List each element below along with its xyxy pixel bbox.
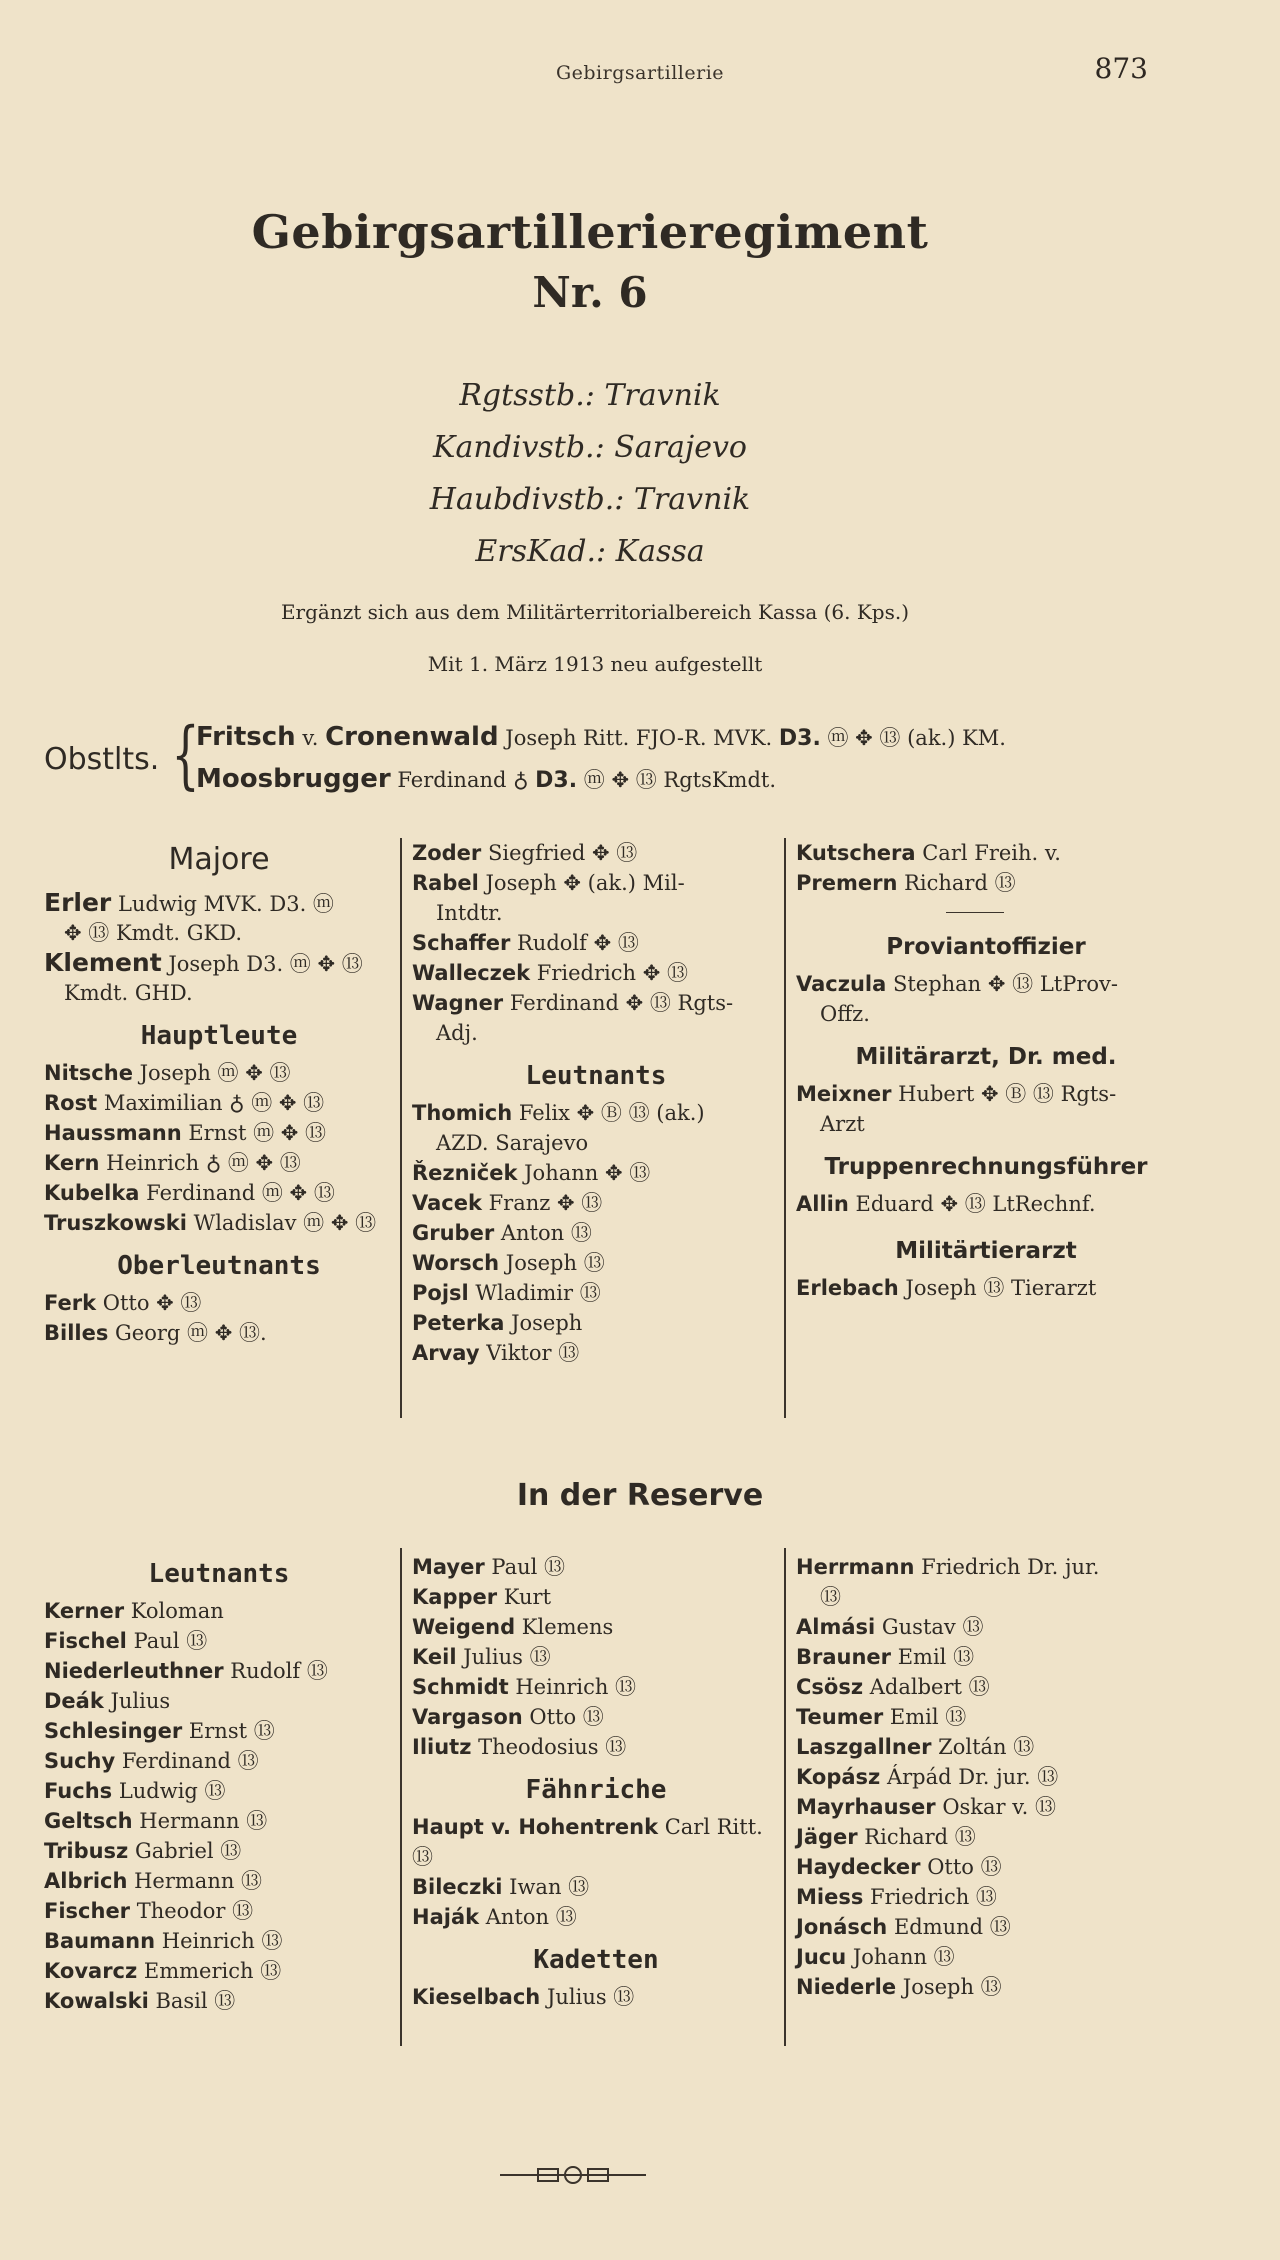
list-item: Kmdt. GHD. — [64, 981, 193, 1005]
list-item: Truszkowski Wladislav ⓜ ✥ ⑬ — [44, 1211, 377, 1235]
list-item: Miess Friedrich ⑬ — [796, 1885, 997, 1909]
entry-surname: Cronenwald — [325, 722, 499, 752]
list-item: Mayer Paul ⑬ — [412, 1555, 566, 1579]
entry-text: ⓜ ✥ ⑬ RgtsKmdt. — [577, 768, 777, 792]
reserve-column-2 — [412, 1552, 780, 2012]
page-subtitle: Nr. 6 — [532, 268, 648, 317]
heading-leutnants: Leutnants — [148, 1559, 290, 1589]
list-item: Arzt — [820, 1112, 865, 1136]
list-item: Brauner Emil ⑬ — [796, 1645, 975, 1669]
heading-majore: Majore — [168, 842, 270, 877]
heading-leutnants: Leutnants — [525, 1061, 667, 1091]
list-item: Peterka Joseph — [412, 1311, 583, 1335]
list-item: Rost Maximilian ♁ ⓜ ✥ ⑬ — [44, 1091, 325, 1115]
list-item: Fuchs Ludwig ⑬ — [44, 1779, 226, 1803]
list-item: ✥ ⑬ Kmdt. GKD. — [64, 921, 243, 945]
list-item: Vaczula Stephan ✥ ⑬ LtProv- — [796, 972, 1118, 996]
list-item: Almási Gustav ⑬ — [796, 1615, 984, 1639]
obstlts-row — [196, 722, 1006, 752]
list-item: Suchy Ferdinand ⑬ — [44, 1749, 259, 1773]
heading-hauptleute: Hauptleute — [140, 1021, 298, 1051]
entry-text: ⓜ ✥ ⑬ (ak.) KM. — [820, 726, 1006, 750]
list-item: Pojsl Wladimir ⑬ — [412, 1281, 601, 1305]
list-item: Kieselbach Julius ⑬ — [412, 1985, 635, 2009]
list-item: Geltsch Hermann ⑬ — [44, 1809, 268, 1833]
obstlts-label: Obstlts. — [44, 742, 160, 777]
entry-text: v. — [295, 726, 326, 750]
list-item: Haják Anton ⑬ — [412, 1905, 577, 1929]
list-item: ⑬ — [412, 1845, 433, 1869]
list-item: ⑬ — [820, 1585, 841, 1609]
list-item: Schlesinger Ernst ⑬ — [44, 1719, 275, 1743]
list-item: Rabel Joseph ✥ (ak.) Mil- — [412, 871, 685, 895]
list-item: Kutschera Carl Freih. v. — [796, 841, 1061, 865]
running-head: Gebirgsartillerie — [555, 62, 725, 84]
list-item: Schmidt Heinrich ⑬ — [412, 1675, 637, 1699]
list-item: Kovarcz Emmerich ⑬ — [44, 1959, 282, 1983]
list-item: Jonásch Edmund ⑬ — [796, 1915, 1011, 1939]
list-item: Walleczek Friedrich ✥ ⑬ — [412, 961, 688, 985]
list-item: Billes Georg ⓜ ✥ ⑬. — [44, 1321, 267, 1345]
list-item: Keil Julius ⑬ — [412, 1645, 551, 1669]
reserve-column-1 — [44, 1552, 394, 2016]
supplement-note: Ergänzt sich aus dem Militärterritorialbereich Kassa (6. Kps.) — [280, 600, 910, 624]
entry-decoration: D3. — [778, 726, 821, 751]
list-item: Arvay Viktor ⑬ — [412, 1341, 580, 1365]
list-item: Haupt v. Hohentrenk Carl Ritt. — [412, 1815, 763, 1839]
list-item: Allin Eduard ✥ ⑬ LtRechnf. — [796, 1192, 1096, 1216]
list-item: AZD. Sarajevo — [436, 1131, 589, 1155]
list-item: Niederleuthner Rudolf ⑬ — [44, 1659, 328, 1683]
list-item: Erler Ludwig MVK. D3. ⓜ — [44, 888, 334, 917]
list-item: Weigend Klemens — [412, 1615, 614, 1639]
list-item: Jucu Johann ⑬ — [796, 1945, 955, 1969]
obstlts-row — [196, 764, 776, 794]
list-item: Fischel Paul ⑬ — [44, 1629, 208, 1653]
list-item: Kowalski Basil ⑬ — [44, 1989, 236, 2013]
heading-tierarzt: Militärtierarzt — [895, 1238, 1077, 1264]
list-item: Deák Julius — [44, 1689, 171, 1713]
entry-decoration: D3. — [535, 768, 578, 793]
list-item: Kubelka Ferdinand ⓜ ✥ ⑬ — [44, 1181, 335, 1205]
list-item: Schaffer Rudolf ✥ ⑬ — [412, 931, 639, 955]
brace-icon: { — [171, 712, 200, 798]
list-item: Zoder Siegfried ✥ ⑬ — [412, 841, 638, 865]
list-item: Řezniček Johann ✥ ⑬ — [412, 1161, 651, 1185]
formation-note: Mit 1. März 1913 neu aufgestellt — [427, 652, 763, 676]
list-item: Intdtr. — [436, 901, 503, 925]
list-item: Mayrhauser Oskar v. ⑬ — [796, 1795, 1056, 1819]
list-item: Jäger Richard ⑬ — [796, 1825, 976, 1849]
list-item: Kopász Árpád Dr. jur. ⑬ — [796, 1765, 1059, 1789]
reserve-heading: In der Reserve — [516, 1478, 764, 1513]
list-item: Offz. — [820, 1002, 870, 1026]
list-item: Nitsche Joseph ⓜ ✥ ⑬ — [44, 1061, 291, 1085]
ornament-icon — [498, 2160, 648, 2190]
station-haubdivstb: Haubdivstb.: Travnik — [429, 482, 751, 517]
list-item: Kerner Koloman — [44, 1599, 224, 1623]
list-item: Ferk Otto ✥ ⑬ — [44, 1291, 202, 1315]
list-item: Klement Joseph D3. ⓜ ✥ ⑬ — [44, 948, 363, 977]
list-item: Tribusz Gabriel ⑬ — [44, 1839, 242, 1863]
heading-faehnriche: Fähnriche — [525, 1775, 667, 1805]
page-title: Gebirgsartillerieregiment — [251, 205, 929, 259]
list-item: Wagner Ferdinand ✥ ⑬ Rgts- — [412, 991, 734, 1015]
column-divider — [400, 838, 402, 1418]
divider — [946, 912, 1004, 913]
list-item: Herrmann Friedrich Dr. jur. — [796, 1555, 1100, 1579]
station-erskad: ErsKad.: Kassa — [475, 534, 705, 569]
list-item: Niederle Joseph ⑬ — [796, 1975, 1002, 1999]
list-item: Csösz Adalbert ⑬ — [796, 1675, 990, 1699]
list-item: Fischer Theodor ⑬ — [44, 1899, 254, 1923]
station-list — [0, 370, 1180, 578]
reserve-column-3 — [796, 1552, 1176, 2002]
entry-text: Joseph Ritt. FJO-R. MVK. — [498, 726, 779, 750]
list-item: Adj. — [436, 1021, 478, 1045]
list-item: Vacek Franz ✥ ⑬ — [412, 1191, 603, 1215]
column-2 — [412, 838, 780, 1368]
list-item: Gruber Anton ⑬ — [412, 1221, 592, 1245]
page-number: 873 — [1094, 52, 1148, 85]
entry-surname: Moosbrugger — [196, 764, 391, 794]
list-item: Iliutz Theodosius ⑬ — [412, 1735, 627, 1759]
list-item: Baumann Heinrich ⑬ — [44, 1929, 283, 1953]
heading-arzt: Militärarzt, Dr. med. — [855, 1044, 1117, 1070]
list-item: Vargason Otto ⑬ — [412, 1705, 604, 1729]
station-kandivstb: Kandivstb.: Sarajevo — [433, 430, 747, 465]
heading-oberleutnants: Oberleutnants — [117, 1251, 321, 1281]
entry-surname: Fritsch — [196, 722, 296, 752]
list-item: Kern Heinrich ♁ ⓜ ✥ ⑬ — [44, 1151, 301, 1175]
list-item: Erlebach Joseph ⑬ Tierarzt — [796, 1276, 1097, 1300]
entry-text: ♁ — [513, 768, 536, 792]
entry-text: Ferdinand — [390, 768, 514, 792]
column-divider — [784, 1548, 786, 2046]
list-item: Meixner Hubert ✥ Ⓑ ⑬ Rgts- — [796, 1082, 1117, 1106]
column-1 — [44, 838, 394, 1348]
column-3 — [796, 838, 1176, 1303]
column-divider — [784, 838, 786, 1418]
heading-kadetten: Kadetten — [533, 1945, 659, 1975]
list-item: Thomich Felix ✥ Ⓑ ⑬ (ak.) — [412, 1101, 705, 1125]
list-item: Haydecker Otto ⑬ — [796, 1855, 1002, 1879]
list-item: Laszgallner Zoltán ⑬ — [796, 1735, 1035, 1759]
list-item: Worsch Joseph ⑬ — [412, 1251, 605, 1275]
list-item: Kapper Kurt — [412, 1585, 552, 1609]
list-item: Teumer Emil ⑬ — [796, 1705, 967, 1729]
list-item: Albrich Hermann ⑬ — [44, 1869, 263, 1893]
heading-proviant: Proviantoffizier — [886, 934, 1086, 960]
column-divider — [400, 1548, 402, 2046]
list-item: Bileczki Iwan ⑬ — [412, 1875, 590, 1899]
list-item: Premern Richard ⑬ — [796, 871, 1016, 895]
station-rgtsstb: Rgtsstb.: Travnik — [459, 378, 721, 413]
heading-rechnung: Truppenrechnungsführer — [824, 1154, 1148, 1180]
list-item: Haussmann Ernst ⓜ ✥ ⑬ — [44, 1121, 327, 1145]
